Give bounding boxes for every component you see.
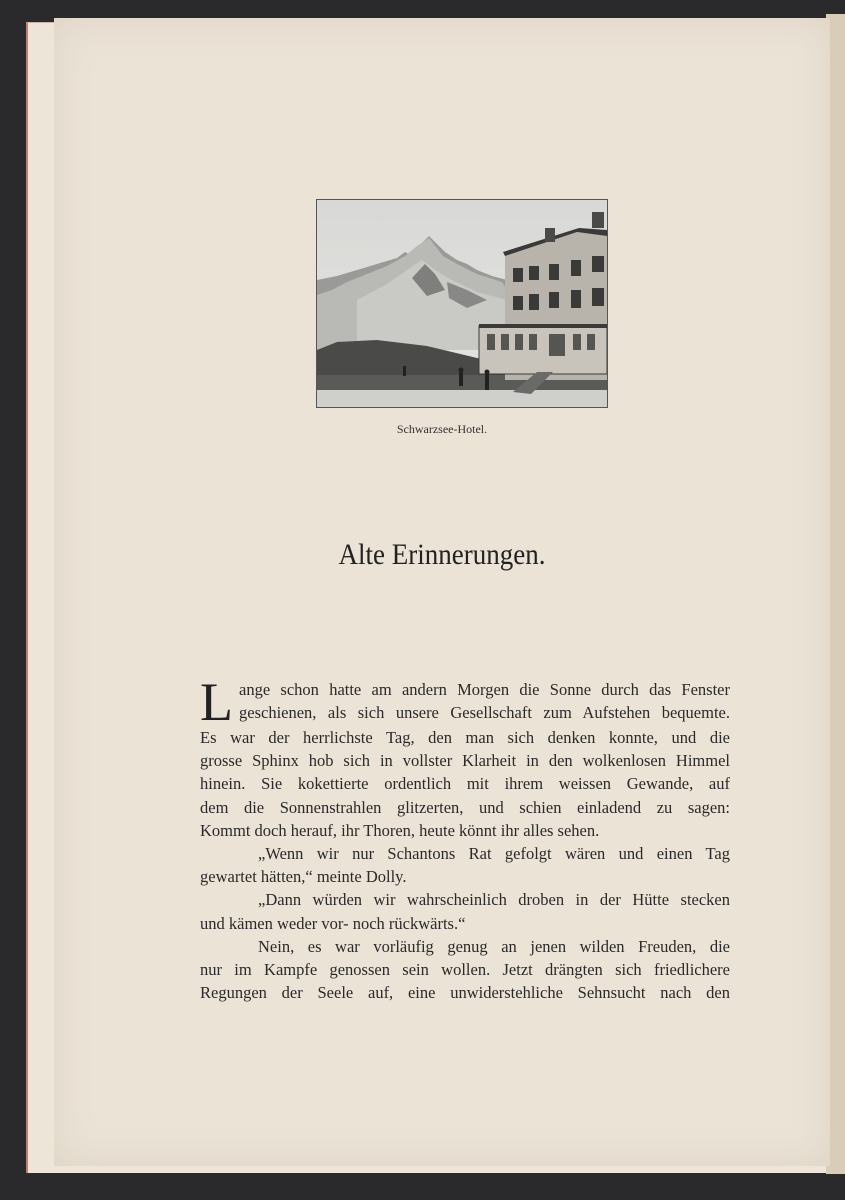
text-line: Kommt doch herauf, ihr Thoren, heute könnt ihr alles sehen. <box>200 820 600 840</box>
drop-cap: L <box>200 672 233 732</box>
text-line: gewartet hätten,“ meinte Dolly. <box>200 867 407 887</box>
text-line: Regungen der Seele auf, eine unwiderstehliche Sehnsucht nach den <box>200 983 730 1003</box>
text-line: und kämen weder vor- noch rückwärts.“ <box>200 913 466 933</box>
text-line: ange schon hatte am andern Morgen die Sonne durch das Fenster <box>239 680 730 699</box>
text-line: „Dann würden wir wahrscheinlich droben in der Hütte stecken <box>258 890 730 910</box>
text-line: dem die Sonnenstrahlen glitzerten, und schien einladend zu sagen: <box>200 797 730 817</box>
text-line: geschienen, als sich unsere Gesellschaft zum Aufstehen bequemte. <box>239 703 730 723</box>
text-line: nur im Kampfe genossen sein wollen. Jetzt drängten sich friedlichere <box>200 960 730 980</box>
hotel-illustration <box>317 200 607 407</box>
text-line: Nein, es war vorläufig genug an jenen wilden Freuden, die <box>258 936 730 956</box>
figure-caption: Schwarzsee-Hotel. <box>396 422 488 436</box>
chapter-title: Alte Erinnerungen. <box>338 538 546 571</box>
hotel-photo <box>316 199 608 408</box>
chapter-body <box>200 672 730 1004</box>
text-line: Es war der herrlichste Tag, den man sich denken konnte, und die <box>200 728 730 747</box>
book-page <box>54 18 830 1166</box>
text-line: „Wenn wir nur Schantons Rat gefolgt wären und einen Tag <box>258 844 730 864</box>
text-line: grosse Sphinx hob sich in vollster Klarheit in den wolkenlosen Himmel <box>200 751 730 771</box>
text-line: hinein. Sie kokettierte ordentlich mit ihrem weissen Gewande, auf <box>200 774 730 794</box>
